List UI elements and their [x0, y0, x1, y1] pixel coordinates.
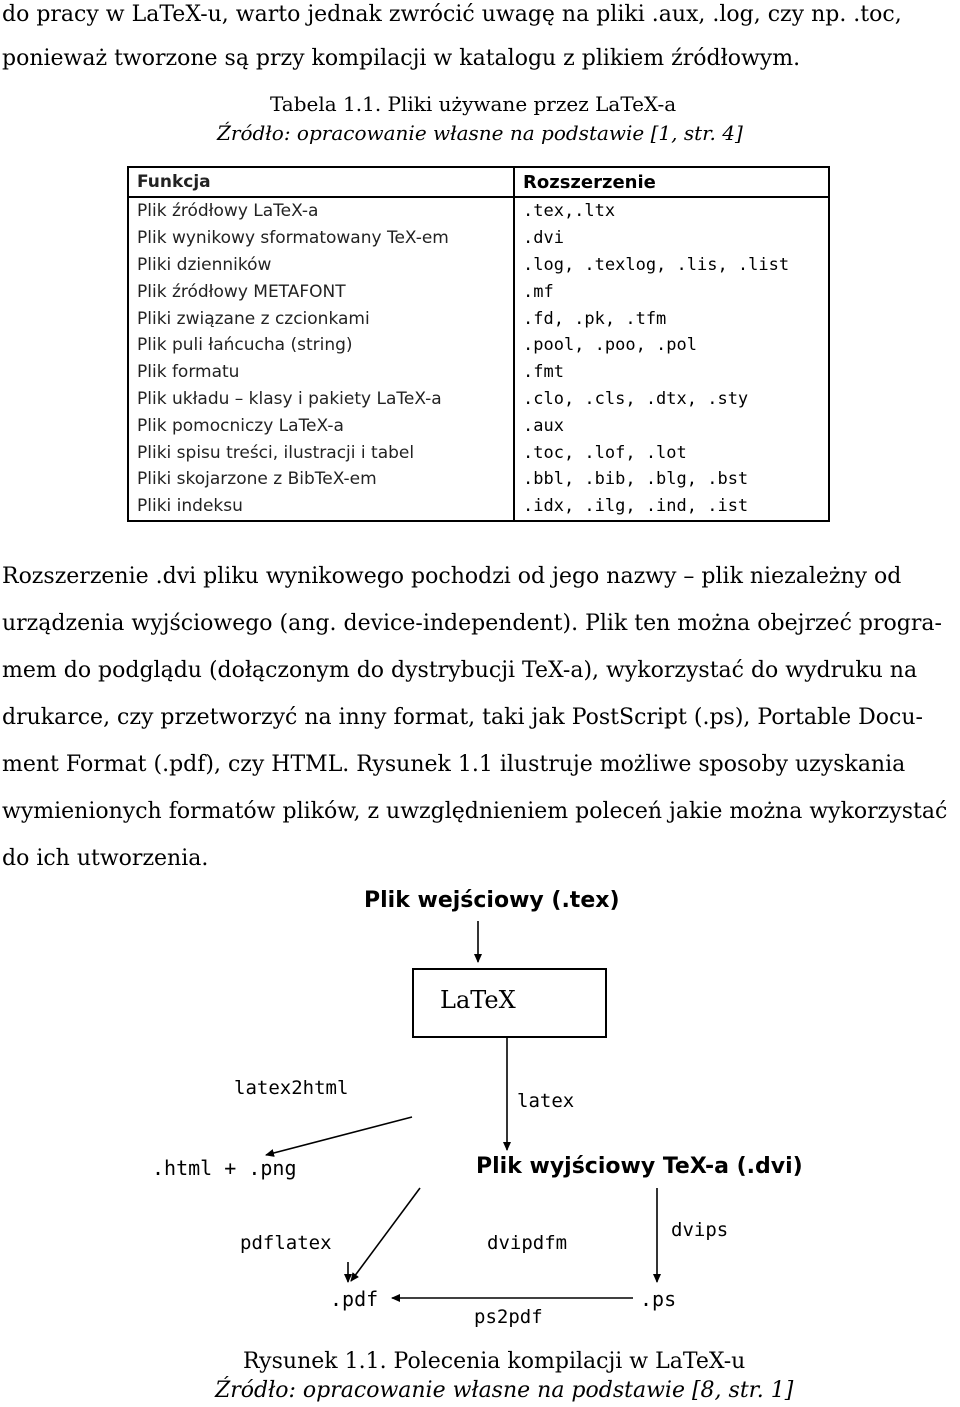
table-cell-function: Pliki skojarzone z BibTeX-em	[128, 466, 514, 493]
table-row	[128, 386, 829, 413]
intro-line-1	[2, 0, 902, 37]
command-latex	[517, 1090, 574, 1112]
arrow-dvi-to-pdf-left	[351, 1188, 420, 1281]
command-dvips	[671, 1219, 728, 1241]
table-cell-function: Pliki spisu treści, ilustracji i tabel	[128, 439, 514, 466]
column-header-function: Funkcja	[128, 167, 514, 197]
intro-text-1: do pracy w LaTeX-u, warto jednak zwrócić uwagę na pliki .aux, .log, czy np. .toc,	[2, 2, 902, 27]
command-latex2html	[234, 1077, 348, 1099]
arrow-latex-to-html	[266, 1117, 412, 1155]
table-row	[128, 278, 829, 305]
table-source	[217, 121, 743, 145]
table-cell-function: Plik układu – klasy i pakiety LaTeX-a	[128, 386, 514, 413]
table-row	[128, 412, 829, 439]
paragraph-line: do ich utworzenia.	[2, 846, 209, 871]
command-dvipdfm	[487, 1232, 567, 1254]
html-output-text: .html + .png	[152, 1156, 297, 1180]
command-ps2pdf	[474, 1306, 543, 1328]
pdf-output-label	[330, 1287, 378, 1311]
table-cell-function: Pliki związane z czcionkami	[128, 305, 514, 332]
table-cell-function: Plik formatu	[128, 359, 514, 386]
table-cell-extension: .fd, .pk, .tfm	[523, 308, 667, 329]
column-header-extension: Rozszerzenie	[514, 167, 829, 197]
input-file-label	[364, 888, 620, 913]
table-cell-function: Plik źródłowy METAFONT	[128, 278, 514, 305]
table-source-text: Źródło: opracowanie własne na podstawie [1, str. 4]	[217, 121, 743, 145]
ps-output-text: .ps	[640, 1287, 677, 1311]
table-cell-extension: .mf	[523, 281, 554, 302]
figure-source	[215, 1378, 793, 1403]
table-cell-function: Plik puli łańcucha (string)	[128, 332, 514, 359]
table-row	[128, 439, 829, 466]
body-paragraph	[2, 553, 958, 882]
table-row	[128, 332, 829, 359]
table-cell-function: Plik wynikowy sformatowany TeX-em	[128, 225, 514, 252]
table-row	[128, 252, 829, 279]
table-row	[128, 305, 829, 332]
command-ps2pdf-text: ps2pdf	[474, 1306, 543, 1328]
dvi-output-text: Plik wyjściowy TeX-a (.dvi)	[476, 1154, 803, 1179]
table-cell-function: Plik źródłowy LaTeX-a	[128, 197, 514, 225]
input-file-text: Plik wejściowy (.tex)	[364, 888, 620, 913]
table-row	[128, 493, 829, 521]
table-cell-extension: .idx, .ilg, .ind, .ist	[523, 496, 749, 517]
table-row	[128, 359, 829, 386]
table-row	[128, 466, 829, 493]
latex-box-text: LaTeX	[440, 986, 516, 1014]
table-cell-extension: .aux	[523, 415, 564, 436]
command-pdflatex-text: pdflatex	[240, 1232, 332, 1254]
table-header-row	[128, 167, 829, 197]
paragraph-line: ment Format (.pdf), czy HTML. Rysunek 1.1 ilustruje możliwe sposoby uzyskania	[2, 752, 906, 777]
table-title	[270, 92, 676, 116]
intro-text-2: ponieważ tworzone są przy kompilacji w katalogu z plikiem źródłowym.	[2, 46, 801, 71]
table-cell-extension: .bbl, .bib, .blg, .bst	[523, 469, 749, 490]
table-cell-extension: .pool, .poo, .pol	[523, 335, 697, 356]
table-cell-extension: .tex,.ltx	[523, 201, 616, 222]
table-row	[128, 225, 829, 252]
command-latex2html-text: latex2html	[234, 1077, 349, 1099]
table-cell-extension: .log, .texlog, .lis, .list	[523, 254, 790, 275]
intro-line-2	[2, 37, 800, 81]
command-pdflatex	[240, 1232, 332, 1254]
command-dvips-text: dvips	[671, 1219, 729, 1241]
command-latex-text: latex	[517, 1090, 575, 1112]
table-cell-extension: .fmt	[523, 362, 564, 383]
dvi-output-label	[476, 1154, 803, 1179]
table-cell-extension: .toc, .lof, .lot	[523, 442, 687, 463]
paragraph-line: wymienionych formatów plików, z uwzględnieniem poleceń jakie można wykorzystać	[2, 799, 948, 824]
pdf-output-text: .pdf	[330, 1287, 379, 1311]
table-cell-function: Pliki dzienników	[128, 252, 514, 279]
table-cell-function: Pliki indeksu	[128, 493, 514, 521]
figure-source-text: Źródło: opracowanie własne na podstawie [8, str. 1]	[215, 1378, 794, 1403]
ps-output-label	[640, 1287, 676, 1311]
figure-caption	[243, 1349, 745, 1374]
latex-box-label	[440, 986, 516, 1014]
table-cell-function: Plik pomocniczy LaTeX-a	[128, 412, 514, 439]
table-cell-extension: .dvi	[523, 228, 564, 249]
file-extensions-table	[127, 166, 830, 522]
figure-caption-text: Rysunek 1.1. Polecenia kompilacji w LaTeX-u	[243, 1349, 746, 1374]
paragraph-line: Rozszerzenie .dvi pliku wynikowego pochodzi od jego nazwy – plik niezależny od	[2, 564, 902, 589]
table-row	[128, 197, 829, 225]
table-title-text: Tabela 1.1. Pliki używane przez LaTeX-a	[270, 92, 677, 116]
command-dvipdfm-text: dvipdfm	[487, 1232, 568, 1254]
table-cell-extension: .clo, .cls, .dtx, .sty	[523, 388, 749, 409]
html-output-label	[152, 1156, 297, 1180]
paragraph-line: urządzenia wyjściowego (ang. device-independent). Plik ten można obejrzeć progra-	[2, 611, 942, 636]
paragraph-line: drukarce, czy przetworzyć na inny format, taki jak PostScript (.ps), Portable Docu-	[2, 705, 923, 730]
paragraph-line: mem do podglądu (dołączonym do dystrybucji TeX-a), wykorzystać do wydruku na	[2, 658, 918, 683]
